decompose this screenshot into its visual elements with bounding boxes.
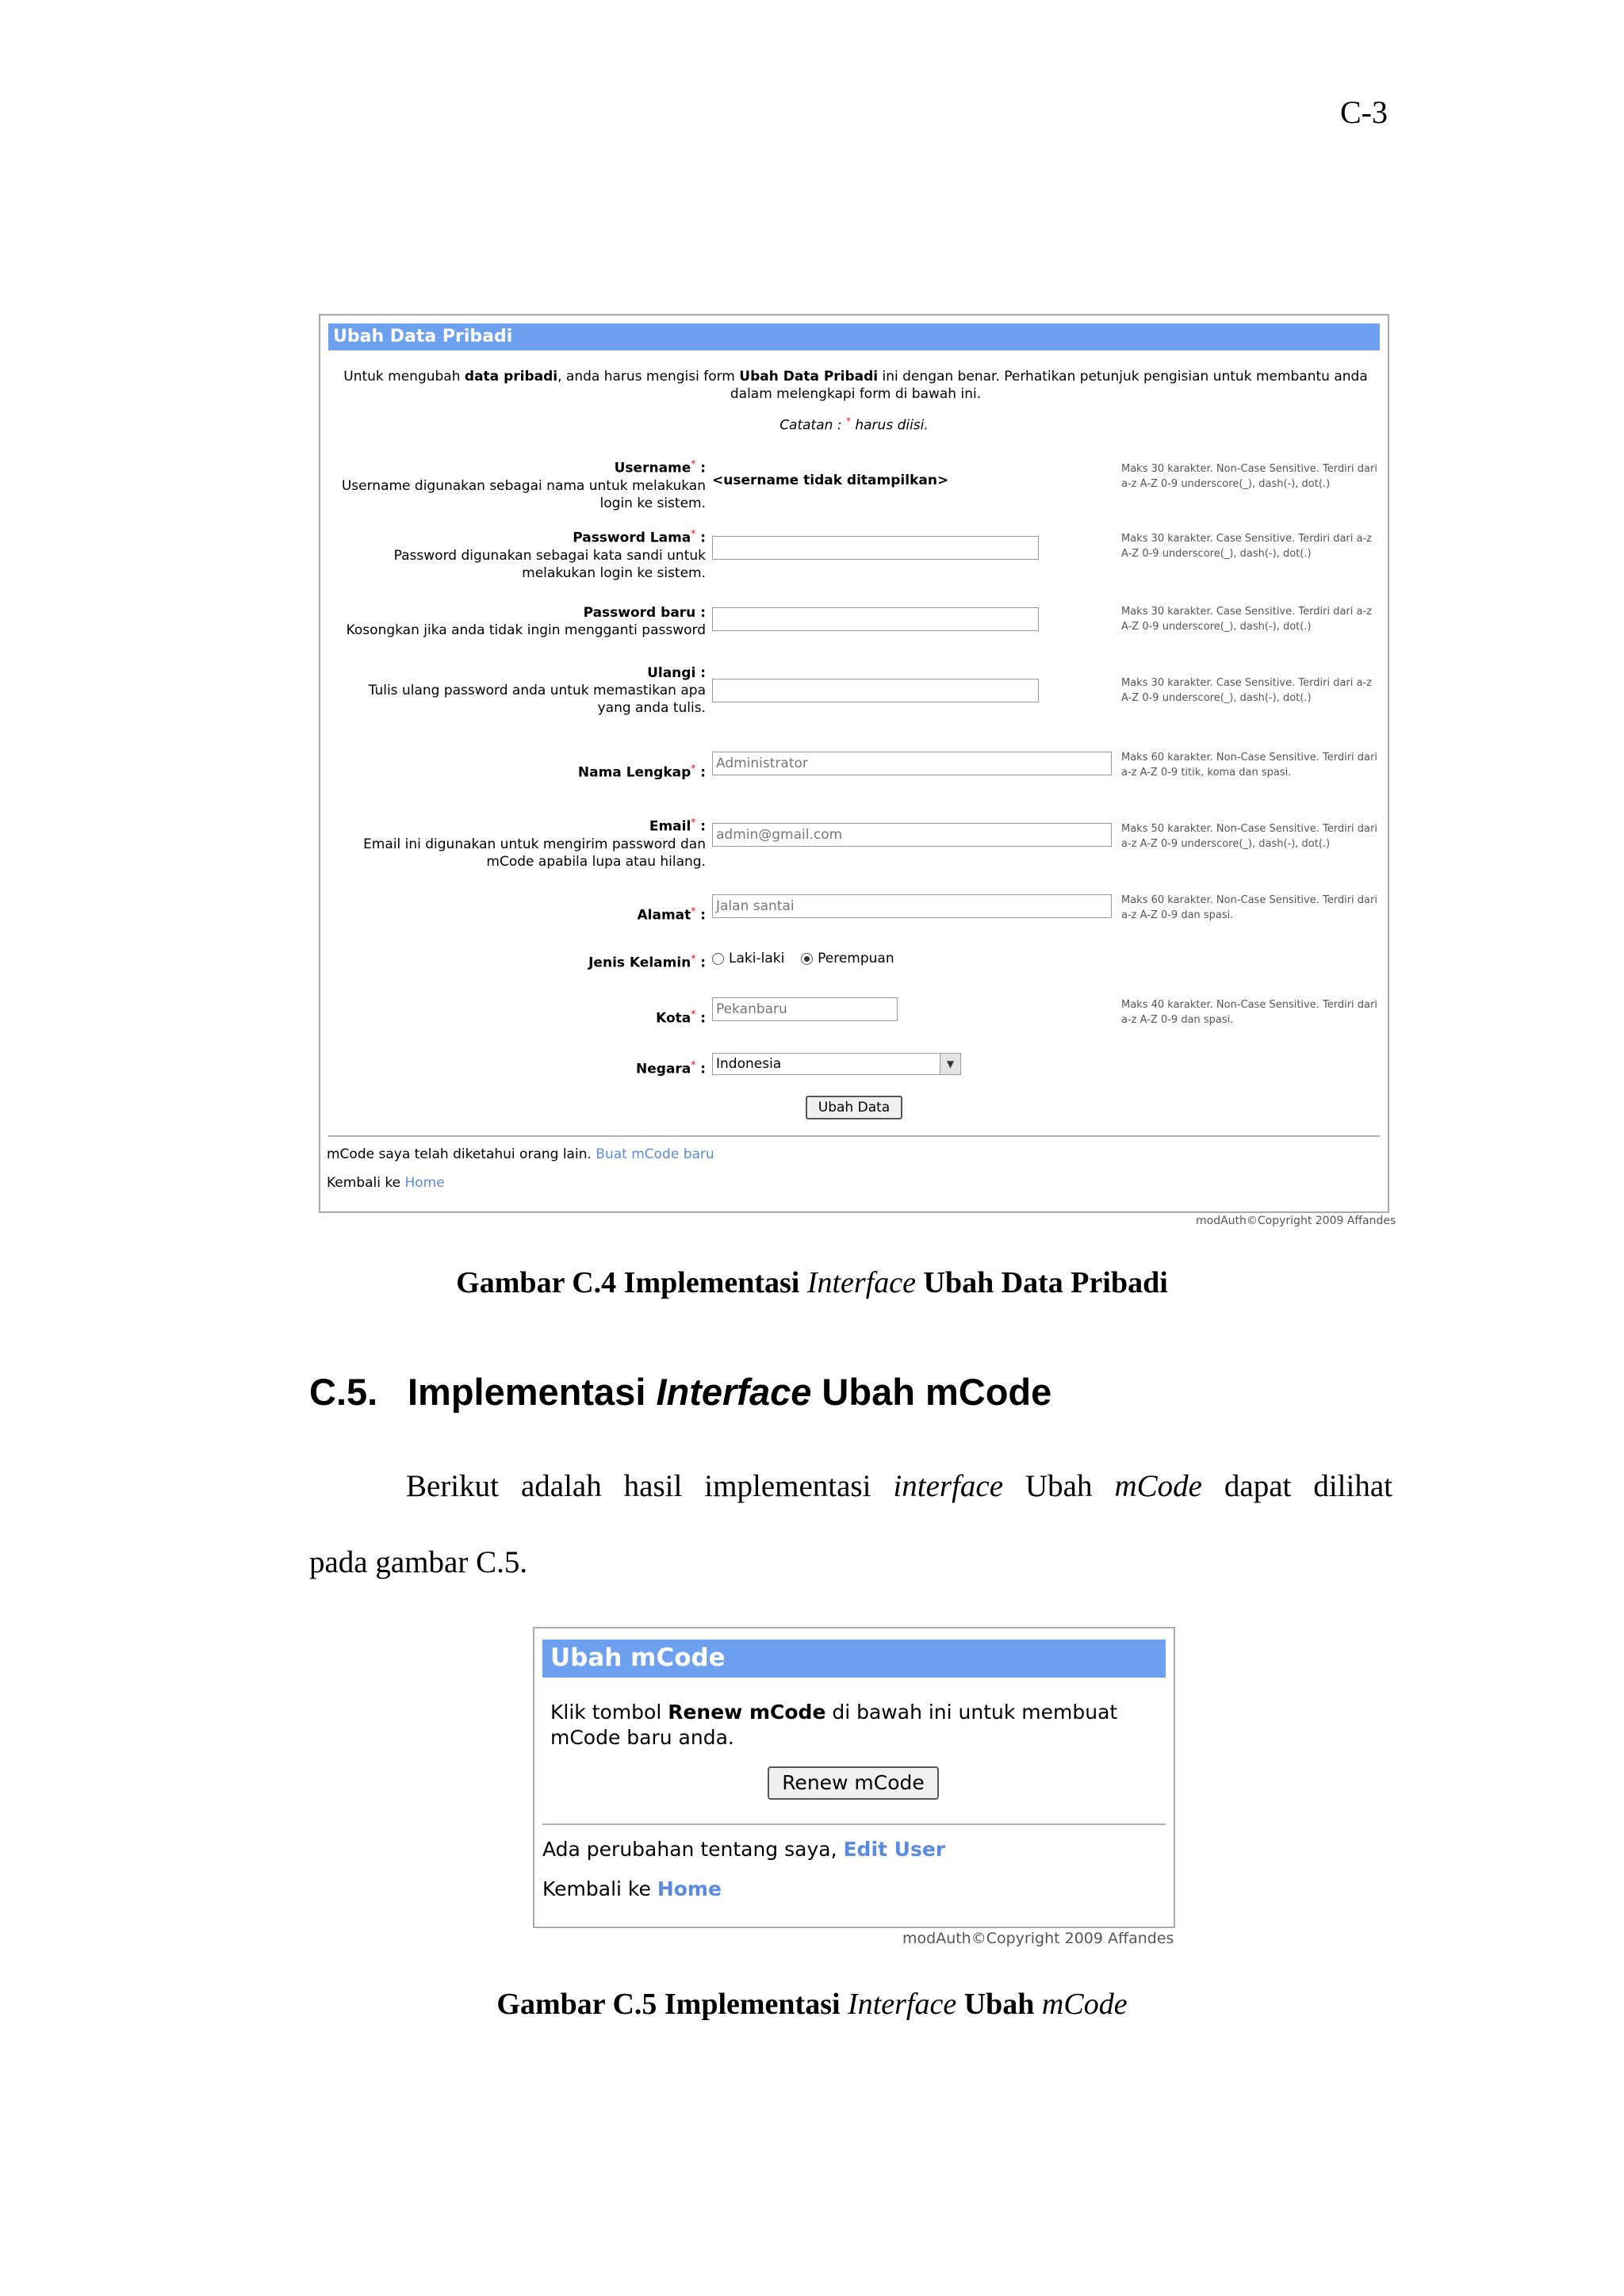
nama-lengkap-input[interactable]: Administrator — [712, 752, 1112, 775]
password-lama-input[interactable] — [712, 536, 1039, 560]
ubah-data-button[interactable]: Ubah Data — [806, 1096, 902, 1119]
password-lama-label — [336, 525, 706, 582]
paragraph-italic: mCode — [1114, 1469, 1202, 1503]
figure-caption-c5 — [0, 1987, 1624, 2022]
field-hint: Maks 40 karakter. Non-Case Sensitive. Terdiri dari a-z A-Z 0-9 dan spasi. — [1121, 999, 1377, 1026]
caption-text: Ubah Data Pribadi — [916, 1266, 1168, 1299]
field-hint: Maks 30 karakter. Case Sensitive. Terdiri dari a-z A-Z 0-9 underscore(_), dash(-), dot(.) — [1121, 677, 1372, 704]
ubah-data-pribadi-screenshot — [319, 314, 1389, 1213]
footer-text: mCode saya telah diketahui orang lain. — [327, 1146, 596, 1162]
copyright-text: modAuth©Copyright 2009 Affandes — [902, 1930, 1174, 1947]
required-star: * — [691, 817, 696, 828]
note-text: harus diisi. — [850, 417, 929, 434]
ulangi-label — [336, 664, 706, 717]
field-name: Kota — [656, 1010, 691, 1027]
renew-mcode-button[interactable]: Renew mCode — [768, 1766, 939, 1800]
required-star: * — [691, 1059, 696, 1070]
field-hint: Maks 60 karakter. Non-Case Sensitive. Terdiri dari a-z A-Z 0-9 dan spasi. — [1121, 894, 1377, 921]
username-label — [336, 455, 706, 512]
intro-bold: Renew mCode — [668, 1701, 826, 1724]
footer-text: Ada perubahan tentang saya, — [542, 1838, 844, 1861]
mcode-title-bar: Ubah mCode — [542, 1640, 1166, 1678]
field-name: Negara — [636, 1061, 691, 1077]
intro-text: Untuk mengubah — [343, 369, 465, 385]
caption-text: Ubah — [956, 1988, 1042, 2021]
field-colon: : — [695, 907, 706, 924]
field-colon: : — [695, 605, 706, 621]
intro-text: ini dengan benar. Perhatikan petunjuk pengisian untuk membantu anda dalam melengkapi form di bawah ini. — [730, 369, 1368, 402]
negara-select[interactable] — [712, 1053, 961, 1075]
field-hint: Maks 30 karakter. Non-Case Sensitive. Terdiri dari a-z A-Z 0-9 underscore(_), dash(-), dot(.) — [1121, 463, 1377, 490]
field-description: Email ini digunakan untuk mengirim password dan mCode apabila lupa atau hilang. — [363, 836, 706, 870]
field-colon: : — [695, 818, 706, 835]
field-name: Ulangi — [647, 665, 696, 681]
caption-italic: Interface — [806, 1266, 916, 1299]
required-star: * — [691, 528, 696, 539]
footer-mcode-line — [327, 1146, 714, 1162]
password-baru-label — [336, 604, 706, 639]
chevron-down-icon[interactable]: ▼ — [940, 1054, 960, 1074]
caption-text: Gambar C.4 Implementasi — [456, 1266, 807, 1299]
form-title-bar: Ubah Data Pribadi — [328, 323, 1380, 350]
negara-label — [336, 1056, 706, 1078]
required-star: * — [691, 905, 696, 916]
select-value: Indonesia — [716, 1056, 782, 1072]
intro-text: di bawah ini untuk membuat mCode baru anda. — [550, 1701, 1118, 1749]
page-number: C-3 — [1340, 94, 1388, 130]
edit-user-link[interactable]: Edit User — [843, 1838, 946, 1861]
footer-text: Kembali ke — [542, 1877, 657, 1900]
required-star: * — [691, 458, 696, 469]
field-hint: Maks 30 karakter. Case Sensitive. Terdiri dari a-z A-Z 0-9 underscore(_), dash(-), dot(.) — [1121, 533, 1372, 560]
field-hint: Maks 50 karakter. Non-Case Sensitive. Terdiri dari a-z A-Z 0-9 underscore(_), dash(-), dot(.) — [1121, 823, 1377, 850]
gender-radio-group — [712, 950, 894, 967]
email-input[interactable]: admin@gmail.com — [712, 823, 1112, 847]
home-link[interactable]: Home — [657, 1877, 722, 1900]
field-description: Tulis ulang password anda untuk memastikan apa yang anda tulis. — [368, 683, 706, 716]
username-value: <username tidak ditampilkan> — [712, 473, 949, 488]
required-star: * — [845, 415, 851, 427]
section-title-text: Implementasi — [408, 1371, 657, 1413]
nama-lengkap-label — [336, 760, 706, 782]
divider — [542, 1823, 1166, 1825]
jenis-kelamin-label — [336, 950, 706, 972]
footer-home-line — [327, 1175, 445, 1191]
field-name: Username — [614, 460, 691, 476]
field-colon: : — [695, 1061, 706, 1077]
field-name: Email — [649, 818, 691, 835]
note-text: Catatan : — [779, 417, 846, 434]
home-link[interactable]: Home — [404, 1175, 445, 1191]
required-star: * — [691, 953, 696, 964]
field-colon: : — [695, 460, 706, 476]
field-colon: : — [695, 1010, 706, 1027]
footer-home-line — [542, 1877, 722, 1900]
caption-italic: Interface — [848, 1988, 957, 2021]
password-baru-input[interactable] — [712, 607, 1039, 631]
paragraph-text: Berikut adalah hasil implementasi — [406, 1469, 894, 1503]
ubah-mcode-screenshot — [533, 1627, 1175, 1928]
field-name: Password baru — [583, 605, 696, 621]
divider — [328, 1135, 1380, 1137]
caption-italic: mCode — [1041, 1988, 1128, 2021]
field-name: Jenis Kelamin — [588, 955, 691, 971]
intro-text: , anda harus mengisi form — [557, 369, 740, 385]
negara-row — [320, 1056, 1388, 1078]
required-star: * — [691, 1008, 696, 1020]
paragraph-text: dapat dilihat — [1201, 1469, 1392, 1503]
field-colon: : — [695, 665, 706, 681]
mcode-intro — [550, 1700, 1153, 1751]
paragraph — [309, 1468, 1392, 1504]
field-name: Alamat — [637, 907, 691, 924]
intro-text: Klik tombol — [550, 1701, 668, 1724]
ulangi-input[interactable] — [712, 679, 1039, 702]
section-heading — [309, 1370, 1051, 1414]
copyright-text: modAuth©Copyright 2009 Affandes — [1196, 1215, 1396, 1227]
field-description: Kosongkan jika anda tidak ingin mengganti password — [346, 622, 706, 638]
section-title-text: Ubah mCode — [811, 1371, 1052, 1413]
radio-laki-laki[interactable] — [712, 953, 724, 965]
field-description: Password digunakan sebagai kata sandi untuk melakukan login ke sistem. — [393, 547, 706, 581]
kota-input[interactable]: Pekanbaru — [712, 997, 898, 1021]
required-note — [320, 415, 1388, 434]
email-label — [336, 813, 706, 871]
radio-label: Perempuan — [818, 951, 894, 966]
alamat-label — [336, 902, 706, 924]
field-colon: : — [695, 530, 706, 546]
paragraph-italic: interface — [893, 1469, 1004, 1503]
field-colon: : — [695, 955, 706, 971]
alamat-input[interactable]: Jalan santai — [712, 894, 1112, 918]
figure-caption-c4 — [0, 1265, 1624, 1300]
section-title-italic: Interface — [656, 1371, 812, 1413]
field-colon: : — [695, 764, 706, 781]
buat-mcode-baru-link[interactable]: Buat mCode baru — [596, 1146, 714, 1162]
field-description: Username digunakan sebagai nama untuk melakukan login ke sistem. — [341, 477, 706, 511]
intro-bold: data pribadi — [464, 369, 558, 385]
required-star: * — [691, 763, 696, 774]
paragraph-continuation: pada gambar C.5. — [309, 1545, 528, 1579]
footer-text: Kembali ke — [327, 1175, 405, 1191]
field-hint: Maks 60 karakter. Non-Case Sensitive. Terdiri dari a-z A-Z 0-9 titik, koma dan spasi. — [1121, 752, 1377, 779]
radio-perempuan[interactable] — [801, 953, 813, 965]
section-number: C.5. — [309, 1371, 378, 1413]
field-name: Nama Lengkap — [577, 764, 691, 781]
footer-edit-line — [542, 1838, 945, 1861]
form-intro — [336, 368, 1375, 403]
field-name: Password Lama — [573, 530, 691, 546]
field-hint: Maks 30 karakter. Case Sensitive. Terdiri dari a-z A-Z 0-9 underscore(_), dash(-), dot(.) — [1121, 606, 1372, 633]
radio-label: Laki-laki — [729, 951, 785, 966]
paragraph-text: Ubah — [1003, 1469, 1115, 1503]
caption-text: Gambar C.5 Implementasi — [496, 1988, 848, 2021]
kota-label — [336, 1005, 706, 1027]
intro-bold: Ubah Data Pribadi — [739, 369, 879, 385]
